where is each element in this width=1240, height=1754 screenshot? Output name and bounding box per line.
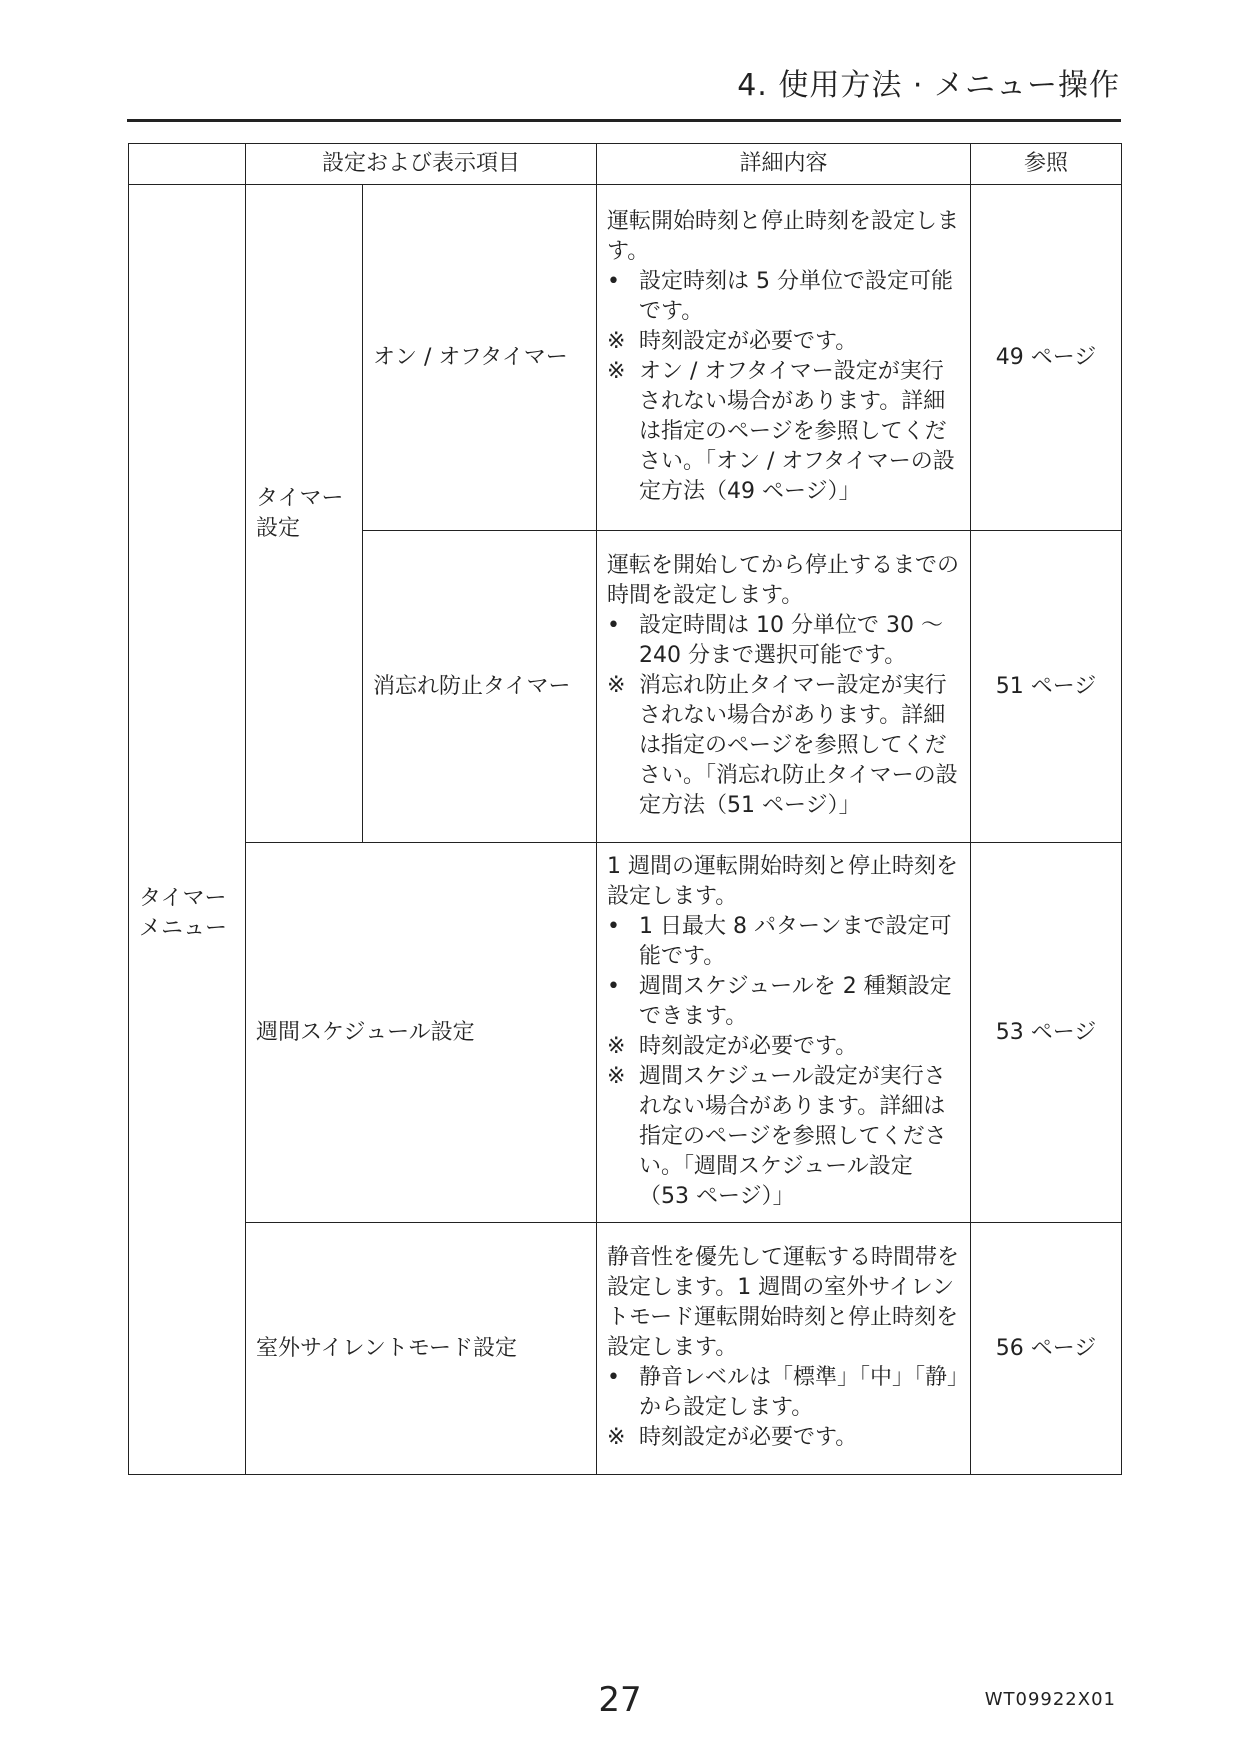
item-name: 室外サイレントモード設定 <box>246 1223 597 1475</box>
header-item: 設定および表示項目 <box>246 144 597 185</box>
note-mark: • <box>607 973 620 999</box>
note-mark: ※ <box>607 1033 626 1059</box>
settings-table <box>128 143 1122 1475</box>
category-label-line2: メニュー <box>139 916 228 941</box>
note-mark: • <box>607 913 620 939</box>
note-text: 設定時間は 10 分単位で 30 ～ 240 分まで選択可能です。 <box>639 612 943 668</box>
note-text: 週間スケジュールを 2 種類設定できます。 <box>639 973 952 1029</box>
timer-group-label-line2: 設定 <box>256 515 301 541</box>
detail-note <box>607 267 962 327</box>
detail-cell <box>597 185 971 531</box>
document-code: WT09922X01 <box>984 1689 1116 1710</box>
note-text: 静音レベルは「標準」「中」「静」から設定します。 <box>639 1364 959 1420</box>
ref-cell: 53 ページ <box>971 843 1122 1223</box>
note-mark: • <box>607 612 620 638</box>
header-ref: 参照 <box>971 144 1122 185</box>
note-mark: ※ <box>607 1424 626 1450</box>
item-name: オン / オフタイマー <box>363 185 597 531</box>
table-row <box>129 1223 1122 1475</box>
note-mark: ※ <box>607 358 626 384</box>
detail-note <box>607 671 962 821</box>
detail-note <box>607 912 962 972</box>
detail-cell <box>597 531 971 843</box>
table-row <box>129 185 1122 531</box>
detail-note <box>607 1032 962 1062</box>
category-cell <box>129 185 246 1475</box>
item-name: 消忘れ防止タイマー <box>363 531 597 843</box>
section-title: 4. 使用方法 · メニュー操作 <box>737 68 1120 103</box>
detail-intro: 運転を開始してから停止するまでの時間を設定します。 <box>607 552 960 608</box>
detail-intro: 運転開始時刻と停止時刻を設定します。 <box>607 208 960 264</box>
note-text: 消忘れ防止タイマー設定が実行されない場合があります。詳細は指定のページを参照してください。「消忘れ防止タイマーの設定方法（51 ページ）」 <box>639 672 958 818</box>
header-blank-cell <box>129 144 246 185</box>
detail-note <box>607 357 962 507</box>
note-text: 1 日最大 8 パターンまで設定可能です。 <box>639 913 952 969</box>
item-name: 週間スケジュール設定 <box>246 843 597 1223</box>
detail-note <box>607 327 962 357</box>
detail-note <box>607 1363 962 1423</box>
table-row <box>129 843 1122 1223</box>
note-text: 時刻設定が必要です。 <box>639 1424 858 1450</box>
note-mark: ※ <box>607 1063 626 1089</box>
detail-cell <box>597 843 971 1223</box>
detail-intro: 静音性を優先して運転する時間帯を設定します。1 週間の室外サイレントモード運転開始時刻と停止時刻を設定します。 <box>607 1244 960 1360</box>
note-text: 時刻設定が必要です。 <box>639 1033 858 1059</box>
ref-cell: 56 ページ <box>971 1223 1122 1475</box>
note-mark: ※ <box>607 672 626 698</box>
timer-group-label-line1: タイマー <box>256 485 344 511</box>
detail-note <box>607 1423 962 1453</box>
note-mark: ※ <box>607 328 626 354</box>
header-detail: 詳細内容 <box>597 144 971 185</box>
detail-cell <box>597 1223 971 1475</box>
note-mark: • <box>607 268 620 294</box>
detail-note <box>607 972 962 1032</box>
header-rule <box>127 119 1121 122</box>
note-text: 週間スケジュール設定が実行されない場合があります。詳細は指定のページを参照してください。「週間スケジュール設定（53 ページ）」 <box>639 1063 947 1209</box>
table-header-row <box>129 144 1122 185</box>
category-label-line1: タイマー <box>139 886 227 911</box>
timer-group-cell <box>246 185 363 843</box>
note-text: オン / オフタイマー設定が実行されない場合があります。詳細は指定のページを参照してください。「オン / オフタイマーの設定方法（49 ページ）」 <box>639 358 955 504</box>
note-text: 時刻設定が必要です。 <box>639 328 858 354</box>
ref-cell: 51 ページ <box>971 531 1122 843</box>
detail-note <box>607 1062 962 1212</box>
note-mark: • <box>607 1364 620 1390</box>
note-text: 設定時刻は 5 分単位で設定可能です。 <box>639 268 953 324</box>
detail-note <box>607 611 962 671</box>
ref-cell: 49 ページ <box>971 185 1122 531</box>
detail-intro: 1 週間の運転開始時刻と停止時刻を設定します。 <box>607 853 959 909</box>
page-number: 27 <box>598 1680 642 1720</box>
